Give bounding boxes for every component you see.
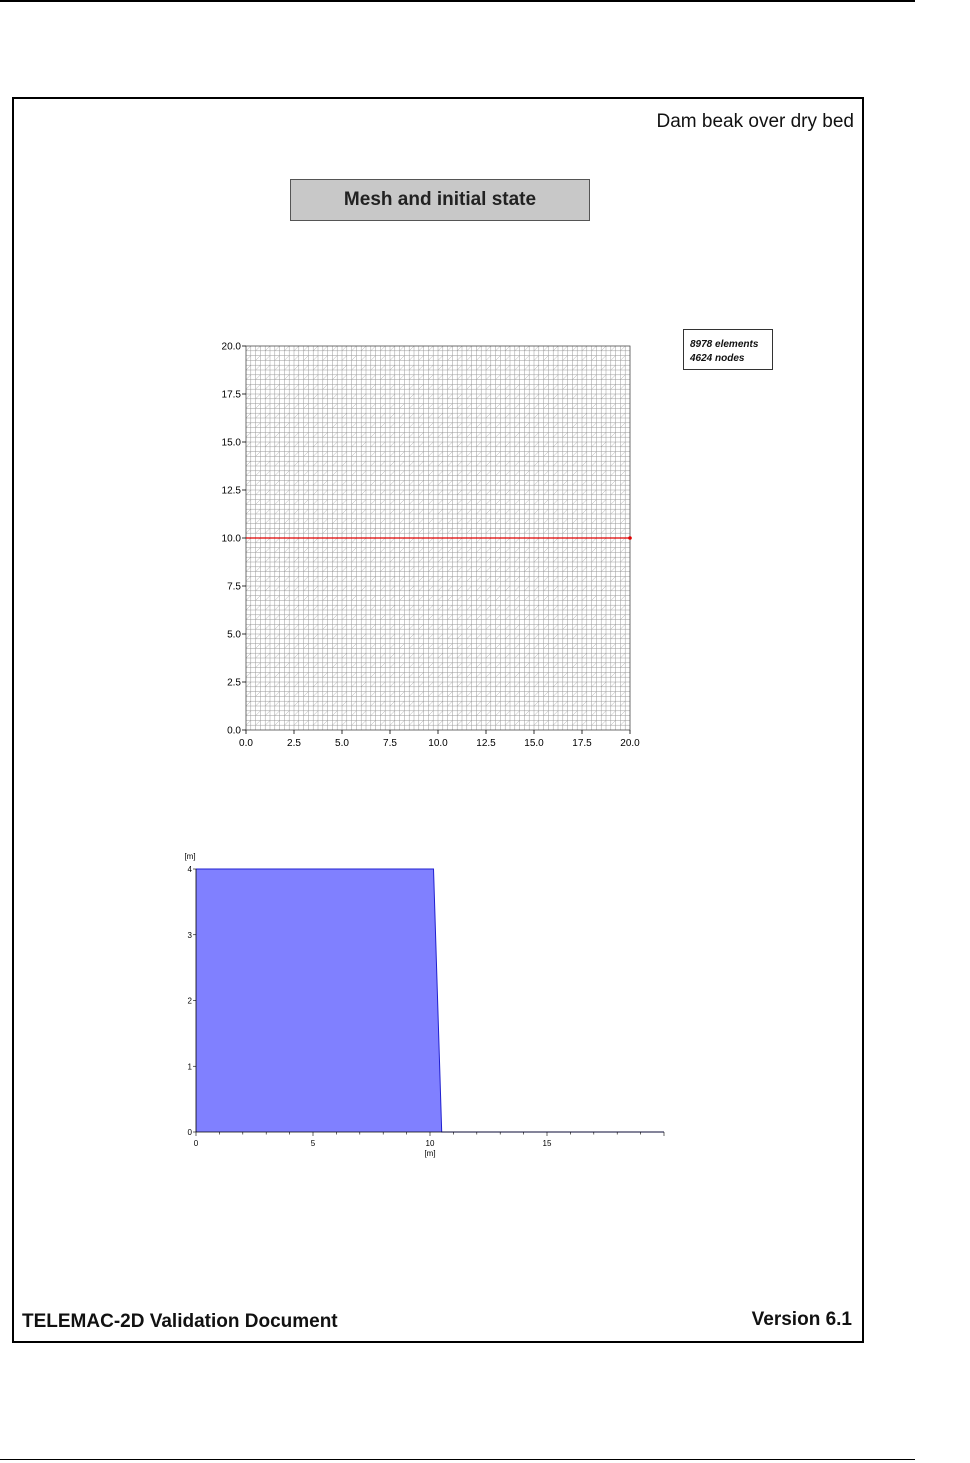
- mesh-info-box: [683, 329, 773, 370]
- profile-x-tick-label: 15: [542, 1139, 552, 1148]
- profile-x-tick-label: 0: [193, 1139, 199, 1148]
- profile-y-tick-label: 4: [187, 865, 192, 874]
- profile-x-tick-label: 10: [425, 1139, 435, 1148]
- mesh-nodes-count: 4624 nodes: [690, 353, 745, 364]
- profile-x-tick-label: 5: [310, 1139, 316, 1148]
- profile-y-tick-label: 2: [187, 996, 192, 1006]
- mesh-y-tick-label: 12.5: [221, 485, 241, 497]
- mesh-x-tick-label: 10.0: [428, 738, 448, 749]
- mesh-y-tick-label: 15.0: [221, 437, 241, 449]
- test-case-title: Dam beak over dry bed: [656, 111, 854, 132]
- mesh-x-tick-label: 15.0: [524, 738, 544, 749]
- mesh-x-tick-label: 20.0: [620, 738, 640, 749]
- dam-line-end-marker: [628, 536, 632, 540]
- mesh-y-tick-label: 17.5: [221, 389, 241, 401]
- section-title: Mesh and initial state: [290, 179, 590, 221]
- mesh-y-tick-label: 5.0: [227, 629, 241, 641]
- mesh-x-tick-label: 12.5: [476, 738, 496, 749]
- water-area: [196, 869, 664, 1132]
- mesh-x-tick-label: 2.5: [287, 738, 301, 749]
- mesh-y-tick-label: 0.0: [227, 725, 241, 737]
- profile-y-axis-label: [m]: [184, 852, 196, 861]
- initial-profile-chart: [170, 845, 690, 1165]
- document-title: TELEMAC-2D Validation Document: [22, 1311, 338, 1332]
- bottom-rule: [0, 1459, 915, 1460]
- mesh-x-tick-label: 17.5: [572, 738, 592, 749]
- profile-y-tick-label: 3: [187, 930, 192, 940]
- mesh-diagonals: [246, 346, 625, 725]
- mesh-elements-count: 8978 elements: [690, 339, 759, 350]
- mesh-x-tick-label: 0.0: [239, 738, 253, 749]
- top-rule: [0, 0, 915, 2]
- mesh-x-tick-label: 5.0: [335, 738, 349, 749]
- profile-x-axis-label: [m]: [424, 1149, 436, 1158]
- document-version: Version 6.1: [751, 1309, 852, 1330]
- mesh-chart: [200, 330, 660, 760]
- mesh-y-tick-label: 10.0: [221, 533, 241, 545]
- mesh-y-tick-label: 2.5: [227, 677, 241, 689]
- mesh-x-tick-label: 7.5: [383, 738, 397, 749]
- mesh-y-tick-label: 7.5: [227, 581, 241, 593]
- profile-y-tick-label: 1: [187, 1062, 192, 1072]
- profile-y-tick-label: 0: [187, 1128, 192, 1137]
- mesh-y-tick-label: 20.0: [221, 341, 241, 353]
